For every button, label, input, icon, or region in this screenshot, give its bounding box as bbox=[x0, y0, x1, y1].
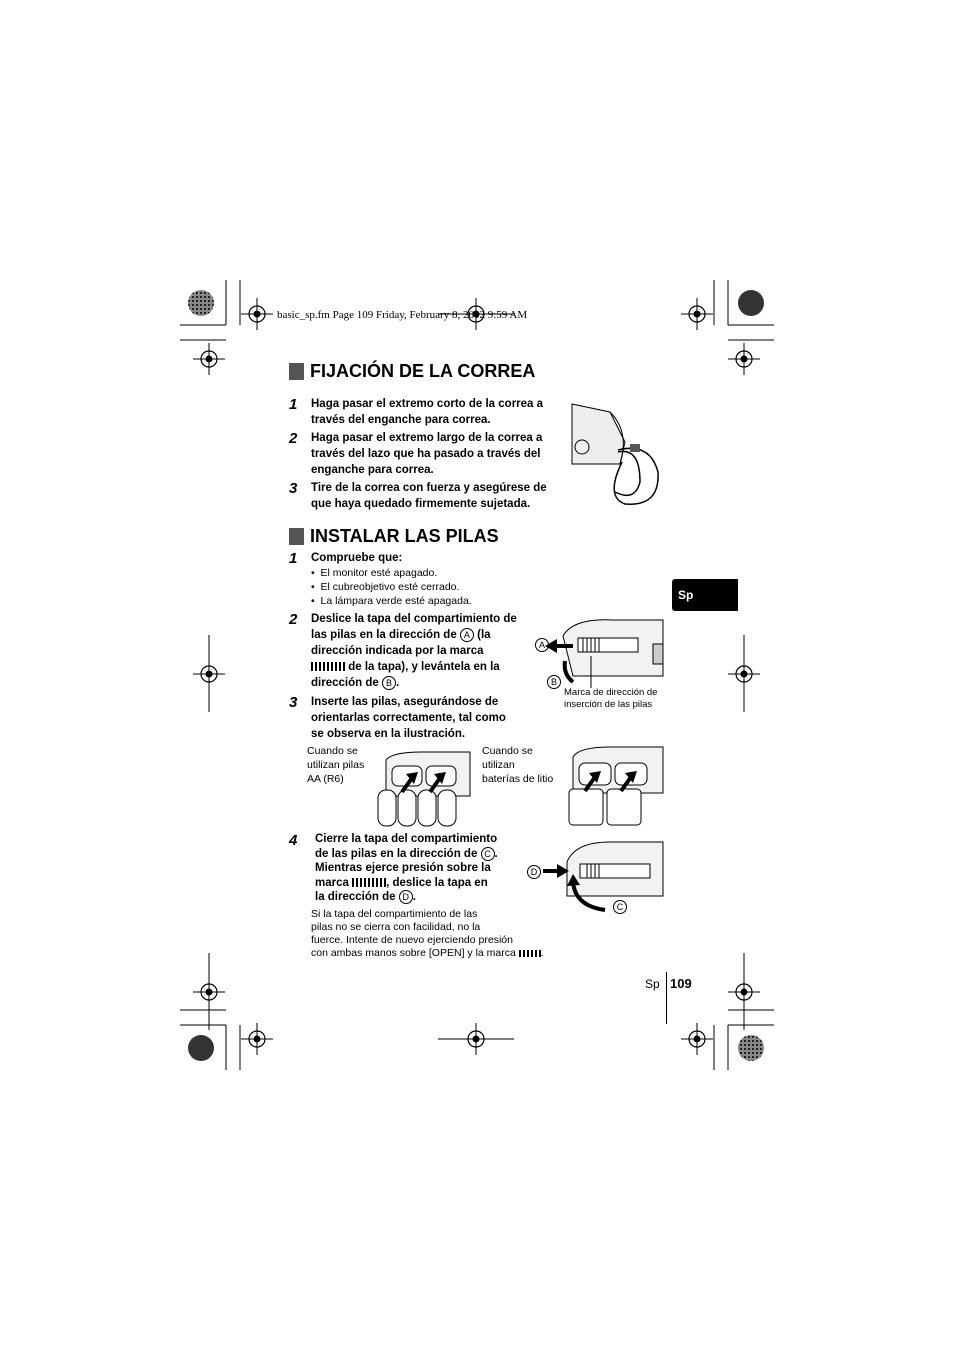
footer-lang: Sp bbox=[645, 977, 660, 991]
strap-step-2: 2 Haga pasar el extremo largo de la correa a través del lazo que ha pasado a través del enganche para correa. bbox=[289, 430, 543, 476]
aa-batteries-illustration bbox=[372, 750, 472, 828]
cover-close-illustration bbox=[525, 838, 665, 918]
section-marker-icon bbox=[289, 528, 304, 545]
label-c-icon: C bbox=[481, 847, 495, 861]
battery-direction-mark-icon bbox=[519, 950, 541, 957]
section-marker-icon bbox=[289, 363, 304, 380]
page-number: 109 bbox=[670, 976, 692, 991]
label-d-icon: D bbox=[399, 890, 413, 904]
battery-step-3: 3 Inserte las pilas, asegurándose de orientarlas correctamente, tal como se observa en la ilustración. bbox=[289, 694, 506, 740]
label-b-marker: B bbox=[547, 675, 561, 689]
battery-step-1: 1 Compruebe que: • El monitor esté apagado. • El cubreobjetivo esté cerrado. • La lámpara verde esté apagada. bbox=[289, 550, 472, 607]
battery-direction-mark-icon bbox=[311, 662, 345, 671]
lithium-batteries-illustration bbox=[565, 745, 665, 827]
marca-caption: Marca de dirección de inserción de las pilas bbox=[564, 687, 658, 710]
list-item: • El monitor esté apagado. bbox=[311, 567, 438, 579]
aa-caption: Cuando se utilizan pilas AA (R6) bbox=[307, 745, 365, 785]
lithium-caption: Cuando se utilizan baterías de litio bbox=[482, 745, 554, 785]
strap-step-3: 3 Tire de la correa con fuerza y asegúrese de que haya quedado firmemente sujetada. bbox=[289, 480, 547, 510]
list-item: • El cubreobjetivo esté cerrado. bbox=[311, 581, 460, 593]
battery-step-4: 4 Cierre la tapa del compartimiento de las pilas en la dirección de C . Mientras ejerce presión sobre la marca , deslice la tapa en la dirección de D . bbox=[289, 832, 498, 904]
battery-direction-mark-icon bbox=[352, 878, 386, 887]
list-item: • La lámpara verde esté apagada. bbox=[311, 595, 472, 607]
strap-steps bbox=[289, 396, 569, 512]
language-tab: Sp bbox=[672, 579, 738, 611]
battery-step-2: 2 Deslice la tapa del compartimiento de las pilas en la dirección de A (la dirección indicada por la marca de la tapa), y levántela en la dirección de B . bbox=[289, 611, 517, 689]
strap-step-1: 1 Haga pasar el extremo corto de la correa a través del enganche para correa. bbox=[289, 396, 544, 426]
label-c-marker: C bbox=[613, 900, 627, 914]
section-title-batteries bbox=[289, 526, 499, 547]
strap-illustration bbox=[570, 402, 665, 512]
section-title-text: FIJACIÓN DE LA CORREA bbox=[310, 361, 536, 381]
step-4-note: Si la tapa del compartimiento de las pilas no se cierra con facilidad, no la fuerce. Intente de nuevo ejerciendo presión con ambas manos sobre [OPEN] y la marca . bbox=[311, 908, 544, 959]
label-a-icon: A bbox=[460, 628, 474, 642]
file-info: basic_sp.fm Page 109 Friday, February 8, 2002 9:59 AM bbox=[277, 309, 528, 321]
section-title-strap bbox=[289, 361, 535, 382]
footer-divider bbox=[666, 972, 667, 1024]
label-b-icon: B bbox=[382, 676, 396, 690]
label-a-marker: A bbox=[535, 638, 549, 652]
section-title-text: INSTALAR LAS PILAS bbox=[310, 526, 499, 546]
label-d-marker: D bbox=[527, 865, 541, 879]
